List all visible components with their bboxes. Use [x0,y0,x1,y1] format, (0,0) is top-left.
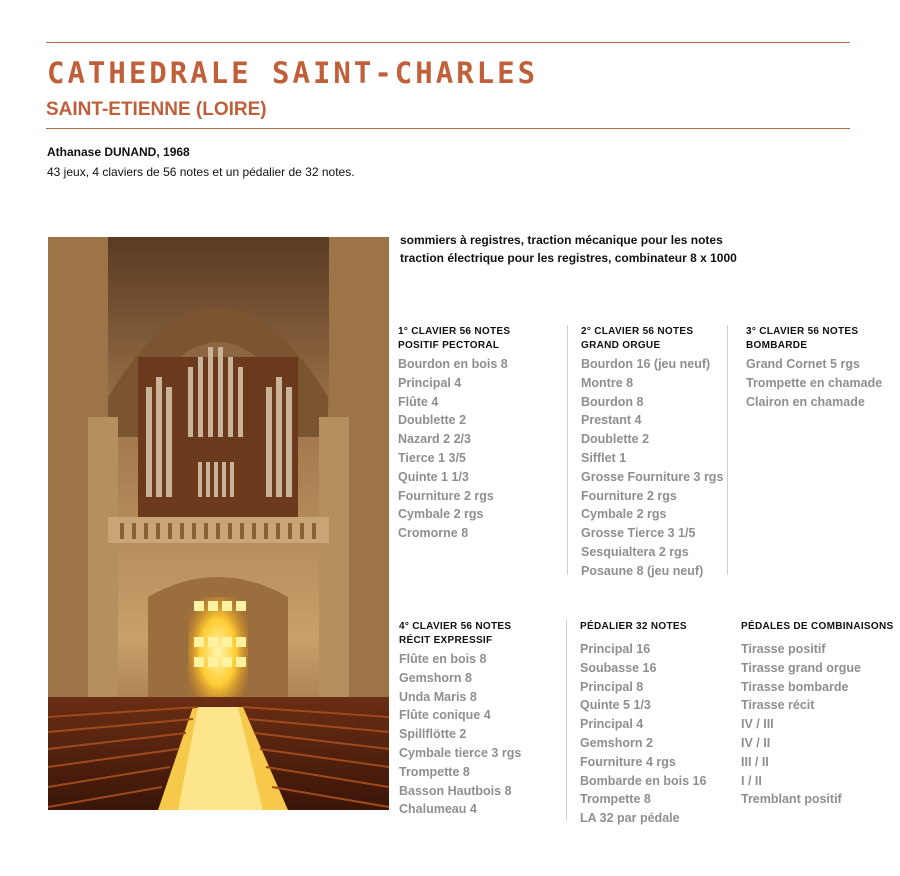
organ-summary: 43 jeux, 4 claviers de 56 notes et un pédalier de 32 notes. [47,165,355,179]
division-heading: PÉDALES DE COMBINAISONS [741,621,894,632]
stop-item: Principal 8 [580,679,644,694]
stop-item: Trompette 8 [580,792,651,807]
stop-item: Bourdon 8 [581,394,644,409]
stop-item: Clairon en chamade [746,394,865,409]
stop-item: Bombarde en bois 16 [580,773,707,788]
column-divider [566,620,567,820]
stop-list [746,355,882,411]
division-name: RÉCIT EXPRESSIF [399,635,493,646]
stop-item: Quinte 5 1/3 [580,698,651,713]
stop-item: Principal 16 [580,642,651,656]
stop-item: Fourniture 4 rgs [580,754,676,769]
stop-item: Gemshorn 2 [580,735,653,750]
stop-item: III / II [741,754,769,769]
division-name: POSITIF PECTORAL [398,340,500,351]
stop-item: Sifflet 1 [581,450,627,465]
technical-description [400,231,737,267]
stop-item: Trompette en chamade [746,375,883,390]
stop-item: Doublette 2 [581,432,650,447]
stop-item: Tirasse bombarde [741,679,849,694]
division-heading: PÉDALIER 32 NOTES [580,621,687,632]
stop-item: LA 32 par pédale [580,811,680,826]
stop-item: Nazard 2 2/3 [398,432,471,447]
header-bottom-rule [46,128,850,129]
division-heading: 3° CLAVIER 56 NOTES [746,326,859,337]
stop-item: Spillflötte 2 [399,727,467,742]
stop-item: Grosse Fourniture 3 rgs [581,469,724,484]
stop-list [580,640,706,828]
stop-item: Unda Maris 8 [399,689,477,704]
stop-item: Trompette 8 [399,764,470,779]
stop-item: Cymbale tierce 3 rgs [399,745,522,760]
stop-item: Tremblant positif [741,792,842,807]
technical-line: traction électrique pour les registres, combinateur 8 x 1000 [400,251,737,265]
stop-item: Doublette 2 [398,413,467,428]
cathedral-illustration [48,237,389,810]
division-name: GRAND ORGUE [581,340,661,351]
technical-line: sommiers à registres, traction mécanique pour les notes [400,233,723,247]
division-bombarde [746,325,882,411]
stop-item: Cymbale 2 rgs [581,507,667,522]
stop-item: I / II [741,773,762,788]
stop-item: Fourniture 2 rgs [398,488,494,503]
top-rule [46,42,850,43]
division-heading: 2° CLAVIER 56 NOTES [581,326,694,337]
division-grand-orgue [581,325,723,581]
stop-item: Tirasse récit [741,698,815,713]
stop-list [399,650,521,819]
page-title: CATHEDRALE SAINT-CHARLES [47,56,539,90]
stop-item: Tierce 1 3/5 [398,450,466,465]
division-heading: 4° CLAVIER 56 NOTES [399,621,512,632]
stop-item: Cromorne 8 [398,526,469,541]
stop-item: IV / III [741,717,774,732]
stop-item: Montre 8 [581,375,634,390]
column-divider [727,325,728,575]
stop-item: Tirasse positif [741,642,826,656]
division-pedalier [580,620,706,828]
division-heading: 1° CLAVIER 56 NOTES [398,326,511,337]
stop-item: Prestant 4 [581,413,642,428]
stop-list [741,640,893,809]
stop-item: Fourniture 2 rgs [581,488,677,503]
stop-item: Basson Hautbois 8 [399,783,512,798]
stop-item: Principal 4 [398,375,462,390]
division-combinaisons [741,620,893,809]
division-recit [399,620,521,819]
stop-item: Sesquialtera 2 rgs [581,544,689,559]
stop-item: Posaune 8 (jeu neuf) [581,563,704,578]
organ-builder: Athanase DUNAND, 1968 [47,145,190,159]
stop-list [398,355,510,543]
stop-item: Bourdon 16 (jeu neuf) [581,357,711,371]
stop-item: Bourdon en bois 8 [398,357,508,371]
stop-item: Cymbale 2 rgs [398,507,484,522]
stop-item: Flûte en bois 8 [399,652,487,666]
stop-item: Tirasse grand orgue [741,660,861,675]
stop-item: Flûte 4 [398,394,439,409]
stop-item: Flûte conique 4 [399,708,491,723]
stop-item: Quinte 1 1/3 [398,469,469,484]
division-name: BOMBARDE [746,340,808,351]
stop-list [581,355,723,581]
stop-item: Grosse Tierce 3 1/5 [581,526,696,541]
stop-item: IV / II [741,735,771,750]
stop-item: Soubasse 16 [580,660,657,675]
stop-item: Gemshorn 8 [399,670,472,685]
stop-item: Principal 4 [580,717,644,732]
cathedral-photo [48,237,389,810]
stop-item: Grand Cornet 5 rgs [746,357,860,371]
stop-item: Chalumeau 4 [399,802,477,817]
page-subtitle: SAINT-ETIENNE (LOIRE) [46,99,267,120]
division-positif [398,325,510,543]
column-divider [567,325,568,575]
